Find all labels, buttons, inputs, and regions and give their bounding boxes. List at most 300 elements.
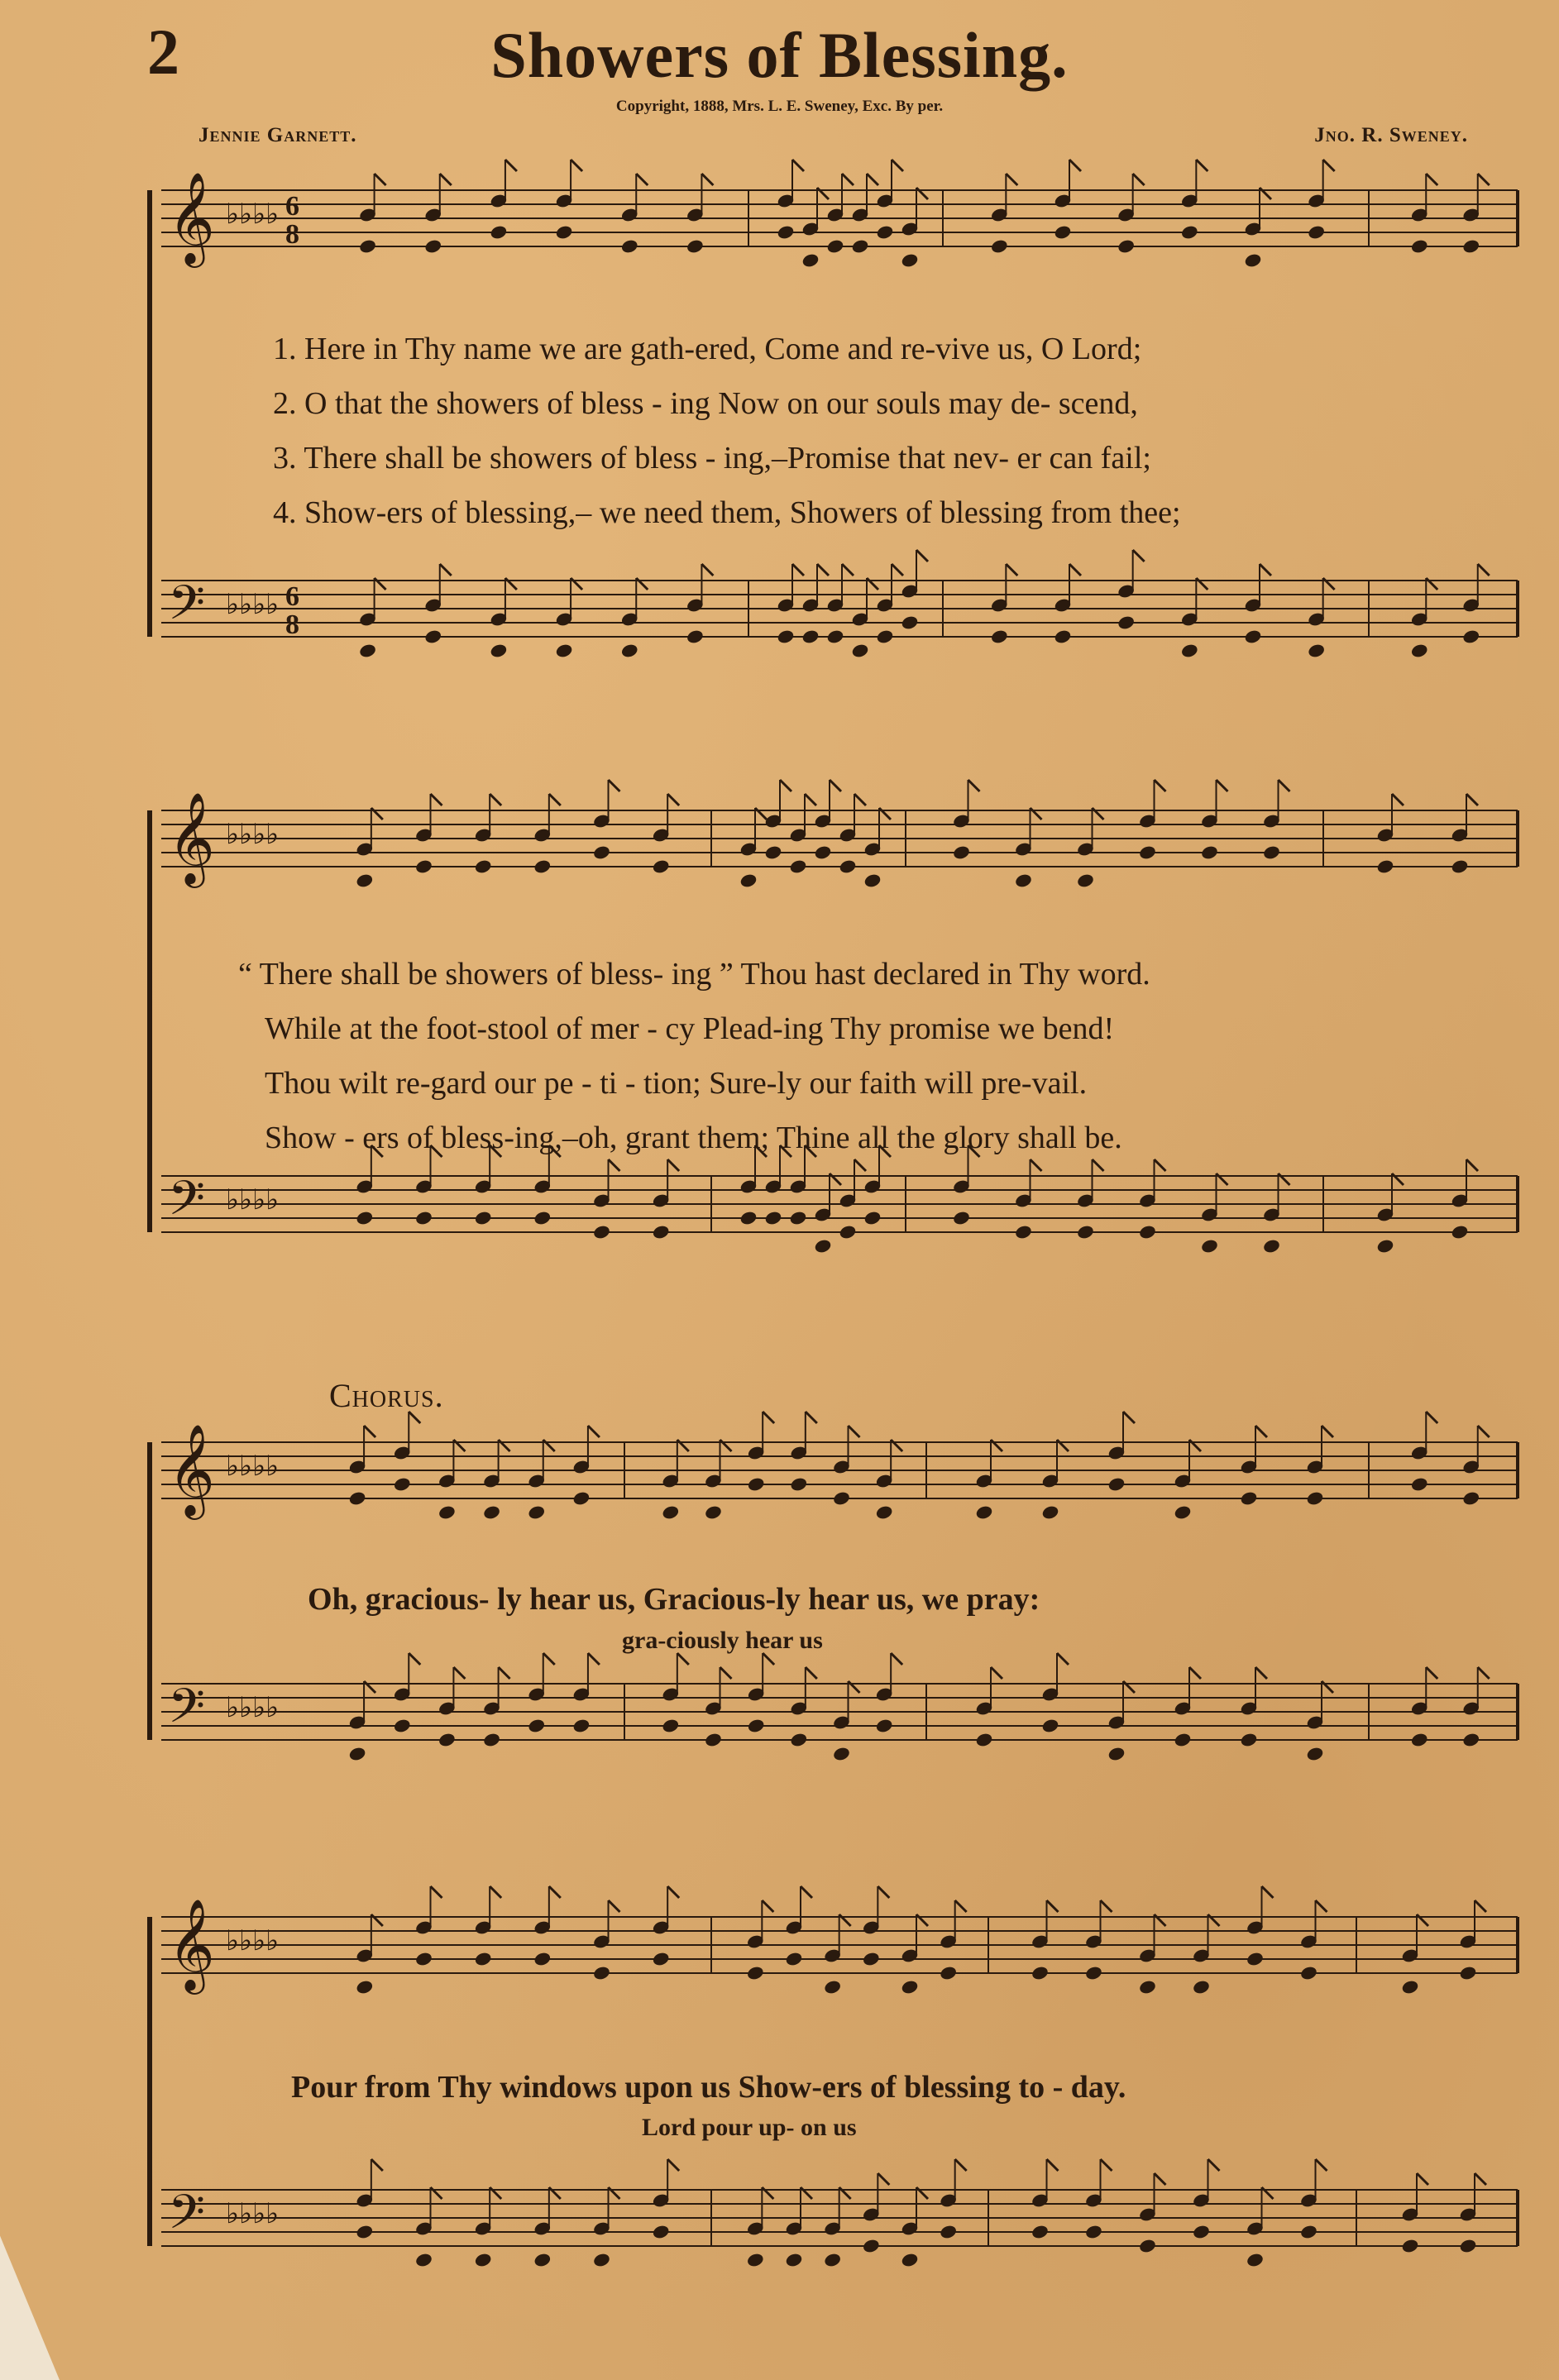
note-head xyxy=(875,1505,892,1520)
note-head xyxy=(1193,2225,1210,2239)
note-head xyxy=(824,1980,841,1995)
note-flag xyxy=(1217,780,1228,791)
note-head xyxy=(1308,225,1325,240)
note-flag xyxy=(916,550,928,562)
note-head xyxy=(474,859,491,874)
note-flag xyxy=(805,794,816,805)
note-head xyxy=(833,1747,850,1761)
note-head xyxy=(747,1966,764,1981)
note-head xyxy=(356,1980,373,1995)
note-flag xyxy=(1101,1900,1112,1912)
note-head xyxy=(1031,1966,1049,1981)
note-head xyxy=(1031,2225,1049,2239)
note-flag xyxy=(806,1667,817,1679)
note-head xyxy=(851,643,868,658)
note-head xyxy=(1376,859,1394,874)
note-head xyxy=(1451,1225,1468,1240)
note-flag xyxy=(867,174,878,185)
note-flag xyxy=(440,174,452,185)
key-signature-flats: ♭♭♭♭ xyxy=(226,818,280,851)
note-flag xyxy=(891,1653,902,1665)
note-head xyxy=(764,845,782,860)
note-head xyxy=(814,1239,831,1254)
note-flag xyxy=(667,1159,679,1171)
note-head xyxy=(1107,1747,1125,1761)
note-head xyxy=(1411,1477,1428,1492)
note-head xyxy=(1462,239,1480,254)
note-head xyxy=(1107,1477,1125,1492)
note-head xyxy=(789,1211,806,1226)
composer-credit: Jno. R. Sweney. xyxy=(1314,124,1468,146)
note-head xyxy=(1041,1718,1059,1733)
note-flag xyxy=(571,160,582,171)
note-head xyxy=(424,629,442,644)
note-head xyxy=(739,1211,757,1226)
note-flag xyxy=(1426,1667,1437,1679)
note-head xyxy=(359,239,376,254)
note-head xyxy=(593,845,610,860)
verse-2-line-1: 2. O that the showers of bless - ing Now on our souls may de- scend, xyxy=(273,386,1138,421)
note-head xyxy=(975,1505,992,1520)
note-flag xyxy=(830,780,841,791)
note-head xyxy=(415,1211,433,1226)
note-flag xyxy=(431,1886,442,1898)
note-flag xyxy=(1255,1426,1267,1437)
note-head xyxy=(1411,643,1428,658)
note-flag xyxy=(1322,1426,1333,1437)
note-flag xyxy=(636,174,648,185)
note-head xyxy=(777,225,794,240)
time-signature: 8 xyxy=(285,609,299,640)
note-flag xyxy=(1478,174,1490,185)
note-flag xyxy=(1260,564,1271,576)
note-flag xyxy=(1426,1412,1437,1423)
note-flag xyxy=(991,1667,1002,1679)
note-flag xyxy=(431,794,442,805)
note-head xyxy=(1139,1225,1156,1240)
note-flag xyxy=(955,1900,967,1912)
note-head xyxy=(1411,239,1428,254)
note-flag xyxy=(1478,564,1490,576)
note-flag xyxy=(1196,160,1208,171)
note-head xyxy=(348,1491,366,1506)
note-flag xyxy=(375,174,386,185)
note-head xyxy=(801,629,819,644)
note-head xyxy=(863,873,881,888)
note-head xyxy=(662,1505,679,1520)
note-head xyxy=(1193,1980,1210,1995)
note-flag xyxy=(549,794,561,805)
note-flag xyxy=(801,1886,812,1898)
note-flag xyxy=(1323,160,1335,171)
note-head xyxy=(1462,1732,1480,1747)
note-flag xyxy=(849,1426,860,1437)
key-signature-flats: ♭♭♭♭ xyxy=(226,1450,280,1483)
note-head xyxy=(483,1732,500,1747)
note-head xyxy=(747,1477,764,1492)
note-flag xyxy=(1155,1159,1166,1171)
key-signature-flats: ♭♭♭♭ xyxy=(226,1924,280,1957)
note-head xyxy=(686,239,704,254)
note-flag xyxy=(968,780,980,791)
note-flag xyxy=(609,780,620,791)
note-flag xyxy=(1069,160,1081,171)
note-flag xyxy=(609,1159,620,1171)
note-head xyxy=(801,253,819,268)
bass-clef-icon: 𝄢 xyxy=(168,1170,206,1238)
note-flag xyxy=(1133,550,1145,562)
note-head xyxy=(1041,1505,1059,1520)
note-head xyxy=(1308,643,1325,658)
note-head xyxy=(438,1505,456,1520)
key-signature-flats: ♭♭♭♭ xyxy=(226,2197,280,2230)
note-head xyxy=(394,1718,411,1733)
note-head xyxy=(1459,2239,1476,2253)
note-head xyxy=(483,1505,500,1520)
note-flag xyxy=(440,564,452,576)
note-flag xyxy=(1255,1667,1267,1679)
note-flag xyxy=(1031,1159,1042,1171)
note-flag xyxy=(1155,2173,1166,2185)
chorus-echo-1: gra-ciously hear us xyxy=(622,1627,823,1654)
note-head xyxy=(533,1952,551,1967)
note-flag xyxy=(878,2173,889,2185)
bass-clef-icon: 𝄢 xyxy=(168,1678,206,1746)
note-head xyxy=(652,859,669,874)
note-head xyxy=(1401,2239,1418,2253)
note-head xyxy=(901,253,918,268)
time-signature: 6 xyxy=(285,191,299,222)
note-head xyxy=(764,1211,782,1226)
note-flag xyxy=(543,1653,555,1665)
note-flag xyxy=(701,564,713,576)
note-head xyxy=(359,643,376,658)
note-flag xyxy=(1133,174,1145,185)
note-flag xyxy=(817,564,829,576)
note-head xyxy=(876,629,893,644)
note-head xyxy=(490,643,507,658)
note-flag xyxy=(1475,1900,1486,1912)
note-head xyxy=(652,2225,669,2239)
treble-clef-icon: 𝄞 xyxy=(168,171,215,264)
note-flag xyxy=(667,1886,679,1898)
note-head xyxy=(415,2253,433,2268)
note-head xyxy=(1139,1980,1156,1995)
note-flag xyxy=(1047,1900,1059,1912)
note-head xyxy=(1117,615,1135,630)
note-head xyxy=(415,1952,433,1967)
note-head xyxy=(593,2253,610,2268)
key-signature-flats: ♭♭♭♭ xyxy=(226,1183,280,1216)
note-head xyxy=(555,225,572,240)
note-flag xyxy=(892,160,903,171)
note-head xyxy=(474,1211,491,1226)
note-head xyxy=(1401,1980,1418,1995)
note-head xyxy=(593,1966,610,1981)
note-flag xyxy=(1478,1426,1490,1437)
clefs xyxy=(168,171,299,2252)
note-head xyxy=(1139,845,1156,860)
note-flag xyxy=(842,564,854,576)
note-flag xyxy=(1478,1667,1490,1679)
note-flag xyxy=(1316,1900,1327,1912)
note-head xyxy=(705,1732,722,1747)
note-head xyxy=(785,1952,802,1967)
note-head xyxy=(901,2253,918,2268)
note-flag xyxy=(955,2159,967,2171)
note-head xyxy=(1462,629,1480,644)
note-head xyxy=(424,239,442,254)
note-head xyxy=(1306,1491,1323,1506)
note-head xyxy=(1462,1491,1480,1506)
note-flag xyxy=(588,1426,600,1437)
note-head xyxy=(863,2239,880,2253)
note-head xyxy=(652,1952,669,1967)
treble-clef-icon: 𝄞 xyxy=(168,791,215,884)
note-head xyxy=(533,2253,551,2268)
treble-clef-icon: 𝄞 xyxy=(168,1423,215,1516)
note-head xyxy=(790,1732,807,1747)
note-head xyxy=(1459,1966,1476,1981)
note-head xyxy=(572,1718,590,1733)
note-flag xyxy=(1006,174,1017,185)
note-head xyxy=(490,225,507,240)
note-head xyxy=(814,845,831,860)
note-head xyxy=(747,1718,764,1733)
note-head xyxy=(1054,629,1071,644)
note-head xyxy=(1181,643,1198,658)
note-head xyxy=(826,239,844,254)
note-head xyxy=(1306,1747,1323,1761)
note-head xyxy=(991,239,1008,254)
note-head xyxy=(1263,1239,1280,1254)
note-head xyxy=(1085,1966,1102,1981)
note-head xyxy=(975,1732,992,1747)
note-flag xyxy=(364,1426,375,1437)
note-head xyxy=(1300,1966,1317,1981)
note-flag xyxy=(1006,564,1017,576)
note-head xyxy=(1174,1505,1191,1520)
note-head xyxy=(1181,225,1198,240)
note-head xyxy=(839,859,856,874)
verse-3-line-1: 3. There shall be showers of bless - ing,–Promise that nev- er can fail; xyxy=(273,441,1151,476)
note-head xyxy=(652,1225,669,1240)
note-head xyxy=(528,1718,545,1733)
note-flag xyxy=(1208,2159,1220,2171)
note-head xyxy=(593,1225,610,1240)
page-number: 2 xyxy=(147,16,179,88)
note-head xyxy=(555,643,572,658)
note-flag xyxy=(1279,780,1290,791)
note-flag xyxy=(1392,794,1404,805)
note-flag xyxy=(792,160,804,171)
note-flag xyxy=(1189,1667,1201,1679)
note-head xyxy=(875,1718,892,1733)
note-head xyxy=(1244,253,1261,268)
note-flag xyxy=(701,174,713,185)
note-flag xyxy=(490,794,501,805)
note-flag xyxy=(549,1886,561,1898)
note-head xyxy=(789,859,806,874)
note-head xyxy=(1451,859,1468,874)
note-head xyxy=(839,1225,856,1240)
note-flag xyxy=(453,1667,465,1679)
note-flag xyxy=(371,2159,383,2171)
note-flag xyxy=(763,1412,774,1423)
note-head xyxy=(533,859,551,874)
verse-3-line-2: Thou wilt re-gard our pe - ti - tion; Sure-ly our faith will pre-vail. xyxy=(265,1066,1088,1101)
note-head xyxy=(1201,1239,1218,1254)
note-head xyxy=(1174,1732,1191,1747)
time-signature: 8 xyxy=(285,219,299,250)
note-head xyxy=(348,1747,366,1761)
note-flag xyxy=(588,1653,600,1665)
note-head xyxy=(901,1980,918,1995)
key-signature-flats: ♭♭♭♭ xyxy=(226,588,280,621)
note-head xyxy=(826,629,844,644)
note-head xyxy=(790,1477,807,1492)
note-flag xyxy=(878,1886,889,1898)
note-head xyxy=(1077,1225,1094,1240)
note-head xyxy=(851,239,868,254)
note-flag xyxy=(499,1667,510,1679)
note-flag xyxy=(1316,2159,1327,2171)
note-head xyxy=(572,1491,590,1506)
note-flag xyxy=(1466,794,1478,805)
note-flag xyxy=(1093,1159,1104,1171)
note-flag xyxy=(409,1653,420,1665)
note-head xyxy=(438,1732,456,1747)
chorus-line-1: Oh, gracious- ly hear us, Gracious-ly hear us, we pray: xyxy=(308,1582,1040,1617)
note-flag xyxy=(1426,174,1437,185)
note-head xyxy=(356,1211,373,1226)
key-signature-flats: ♭♭♭♭ xyxy=(226,1691,280,1724)
note-flag xyxy=(792,564,804,576)
bass-clef-icon: 𝄢 xyxy=(168,575,206,643)
note-head xyxy=(394,1477,411,1492)
note-head xyxy=(1015,1225,1032,1240)
note-head xyxy=(1244,629,1261,644)
note-flag xyxy=(854,1159,866,1171)
note-flag xyxy=(806,1412,817,1423)
note-head xyxy=(777,629,794,644)
note-head xyxy=(705,1505,722,1520)
note-flag xyxy=(609,1900,620,1912)
note-flag xyxy=(1466,1159,1478,1171)
note-head xyxy=(824,2253,841,2268)
note-head xyxy=(686,629,704,644)
note-flag xyxy=(892,564,903,576)
verse-4-line-1: 4. Show-ers of blessing,– we need them, Showers of blessing from thee; xyxy=(273,495,1181,530)
note-head xyxy=(953,1211,970,1226)
note-head xyxy=(662,1718,679,1733)
note-flag xyxy=(505,160,517,171)
note-flag xyxy=(780,780,791,791)
note-flag xyxy=(667,2159,679,2171)
hymn-title: Showers of Blessing. xyxy=(490,19,1069,91)
treble-clef-icon: 𝄞 xyxy=(168,1898,215,1991)
chorus-echo-2: Lord pour up- on us xyxy=(642,2114,857,2141)
note-head xyxy=(1246,2253,1264,2268)
note-head xyxy=(876,225,893,240)
chorus-line-2: Pour from Thy windows upon us Show-ers of blessing to - day. xyxy=(291,2070,1126,2105)
note-head xyxy=(1300,2225,1317,2239)
note-flag xyxy=(763,1653,774,1665)
note-head xyxy=(1015,873,1032,888)
note-flag xyxy=(490,1886,501,1898)
verse-1-line-2: “ There shall be showers of bless- ing ” Thou hast declared in Thy word. xyxy=(238,957,1150,992)
note-head xyxy=(1240,1732,1257,1747)
note-flag xyxy=(842,174,854,185)
note-head xyxy=(415,859,433,874)
time-signature: 6 xyxy=(285,581,299,612)
note-head xyxy=(1246,1952,1264,1967)
note-head xyxy=(1411,1732,1428,1747)
note-head xyxy=(1077,873,1094,888)
note-flag xyxy=(720,1667,732,1679)
note-head xyxy=(1376,1239,1394,1254)
note-head xyxy=(621,643,638,658)
note-flag xyxy=(677,1653,689,1665)
note-flag xyxy=(1069,564,1081,576)
copyright-notice: Copyright, 1888, Mrs. L. E. Sweney, Exc. By per. xyxy=(615,98,944,115)
note-head xyxy=(533,1211,551,1226)
note-flag xyxy=(1047,2159,1059,2171)
verse-2-line-2: While at the foot-stool of mer - cy Plead-ing Thy promise we bend! xyxy=(265,1011,1115,1046)
note-flag xyxy=(1057,1653,1069,1665)
note-head xyxy=(1054,225,1071,240)
bass-clef-icon: 𝄢 xyxy=(168,2184,206,2252)
verse-4-line-2: Show - ers of bless-ing,–oh, grant them; Thine all the glory shall be. xyxy=(265,1121,1122,1155)
note-flag xyxy=(1123,1412,1135,1423)
note-head xyxy=(901,615,918,630)
note-head xyxy=(953,845,970,860)
note-head xyxy=(1240,1491,1257,1506)
note-head xyxy=(621,239,638,254)
note-flag xyxy=(667,794,679,805)
verse-1-line-1: 1. Here in Thy name we are gath-ered, Come and re-vive us, O Lord; xyxy=(273,332,1142,366)
note-flag xyxy=(1155,780,1166,791)
note-head xyxy=(863,1211,881,1226)
note-head xyxy=(1201,845,1218,860)
note-head xyxy=(356,873,373,888)
note-flag xyxy=(1417,2173,1428,2185)
note-head xyxy=(747,2253,764,2268)
note-head xyxy=(474,2253,491,2268)
chorus-label: Chorus. xyxy=(329,1377,444,1414)
lyricist-credit: Jennie Garnett. xyxy=(198,124,357,146)
note-head xyxy=(940,2225,957,2239)
note-flag xyxy=(1101,2159,1112,2171)
note-head xyxy=(991,629,1008,644)
note-head xyxy=(1263,845,1280,860)
note-head xyxy=(940,1966,957,1981)
note-flag xyxy=(854,794,866,805)
key-signature-flats: ♭♭♭♭ xyxy=(226,198,280,231)
note-head xyxy=(474,1952,491,1967)
note-head xyxy=(833,1491,850,1506)
note-head xyxy=(785,2253,802,2268)
note-head xyxy=(528,1505,545,1520)
note-flag xyxy=(1262,1886,1274,1898)
note-head xyxy=(739,873,757,888)
note-head xyxy=(1139,2239,1156,2253)
note-head xyxy=(356,2225,373,2239)
note-head xyxy=(1085,2225,1102,2239)
note-head xyxy=(1117,239,1135,254)
note-flag xyxy=(762,1900,773,1912)
note-flag xyxy=(1475,2173,1486,2185)
